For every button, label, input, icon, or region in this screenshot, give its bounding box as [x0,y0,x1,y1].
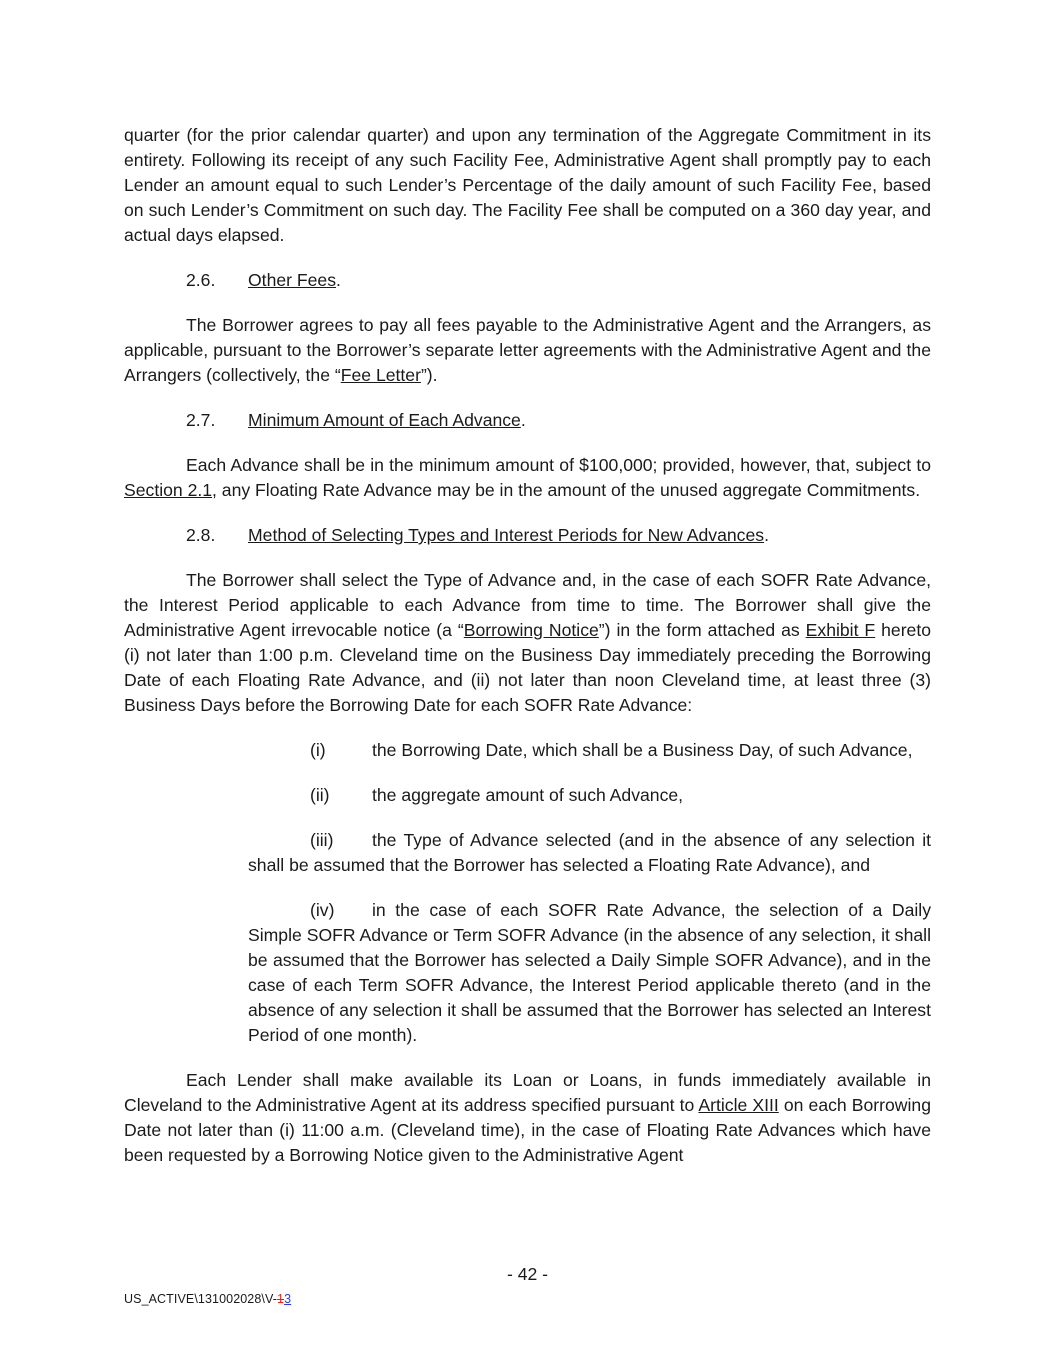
section-number: 2.6. [186,270,216,290]
section-heading-2-6: 2.6. Other Fees. [124,268,931,293]
paragraph-lender-loans: Each Lender shall make available its Loan or Loans, in funds immediately available in Cleveland to the Administrative Agent at its address specified pursuant to Article XIII on each Borrowing Date not later than (i) 11:00 a.m. (Cleveland time), in the case of Floating Rate Advances which have been requested by a Borrowing Notice given to the Administrative Agent [124,1070,931,1165]
cross-reference-section-2-1: Section 2.1 [124,480,213,500]
cross-reference-exhibit-f: Exhibit F [805,620,876,640]
list-item: (i) the Borrowing Date, which shall be a Business Day, of such Advance, [310,740,913,760]
paragraph-minimum-amount: Each Advance shall be in the minimum amount of $100,000; provided, however, that, subject to Section 2.1, any Floating Rate Advance may be in the amount of the unused aggregate Commitments. [124,455,931,500]
defined-term-fee-letter: Fee Letter [340,365,421,385]
paragraph-facility-fee: quarter (for the prior calendar quarter) and upon any termination of the Aggregate Commitment in its entirety. Following its receipt of any such Facility Fee, Administrative Agent shall promptly pay to each Lender an amount equal to such Lender’s Percentage of the daily amount of such Facility Fee, based on such Lender’s Commitment on such day. The Facility Fee shall be computed on a 360 day year, and actual days elapsed. [124,125,931,245]
deleted-revision: 1 [277,1292,285,1306]
inserted-revision: 3 [284,1292,292,1306]
section-number: 2.7. [186,410,216,430]
section-title: Method of Selecting Types and Interest Periods for New Advances [248,525,765,545]
section-heading-2-8: 2.8. Method of Selecting Types and Interest Periods for New Advances. [124,523,931,548]
document-body [124,123,931,1168]
list-item: (iv) in the case of each SOFR Rate Advance, the selection of a Daily Simple SOFR Advance or Term SOFR Advance (in the absence of any selection, it shall be assumed that the Borrower has selected a Daily Simple SOFR Advance), and in the case of each Term SOFR Advance, the Interest Period applicable thereto (and in the absence of any selection it shall be assumed that the Borrower has selected an Interest Period of one month). [248,900,931,1045]
defined-term-borrowing-notice: Borrowing Notice [463,620,599,640]
list-item: (iii) the Type of Advance selected (and in the absence of any selection it shall be assumed that the Borrower has selected a Floating Rate Advance), and [248,830,931,875]
list-item: (ii) the aggregate amount of such Advance, [310,785,684,805]
section-heading-2-7: 2.7. Minimum Amount of Each Advance. [124,408,931,433]
paragraph-method-of-selecting: The Borrower shall select the Type of Advance and, in the case of each SOFR Rate Advance, the Interest Period applicable to each Advance from time to time. The Borrower shall give the Administrative Agent irrevocable notice (a “Borrowing Notice”) in the form attached as Exhibit F hereto (i) not later than 1:00 p.m. Cleveland time on the Business Day immediately preceding the Borrowing Date of each Floating Rate Advance, and (ii) not later than noon Cleveland time, at least three (3) Business Days before the Borrowing Date for each SOFR Rate Advance: [124,570,932,715]
document-id: US_ACTIVE\131002028\V-13 [124,1292,292,1306]
section-number: 2.8. [186,525,216,545]
section-title: Minimum Amount of Each Advance [248,410,521,430]
paragraph-other-fees: The Borrower agrees to pay all fees payable to the Administrative Agent and the Arrangers, as applicable, pursuant to the Borrower’s separate letter agreements with the Administrative Agent and the Arrangers (collectively, the “Fee Letter”). [124,315,931,385]
page-number: - 42 - [506,1264,549,1284]
cross-reference-article-xiii: Article XIII [698,1095,779,1115]
section-title: Other Fees [248,270,337,290]
